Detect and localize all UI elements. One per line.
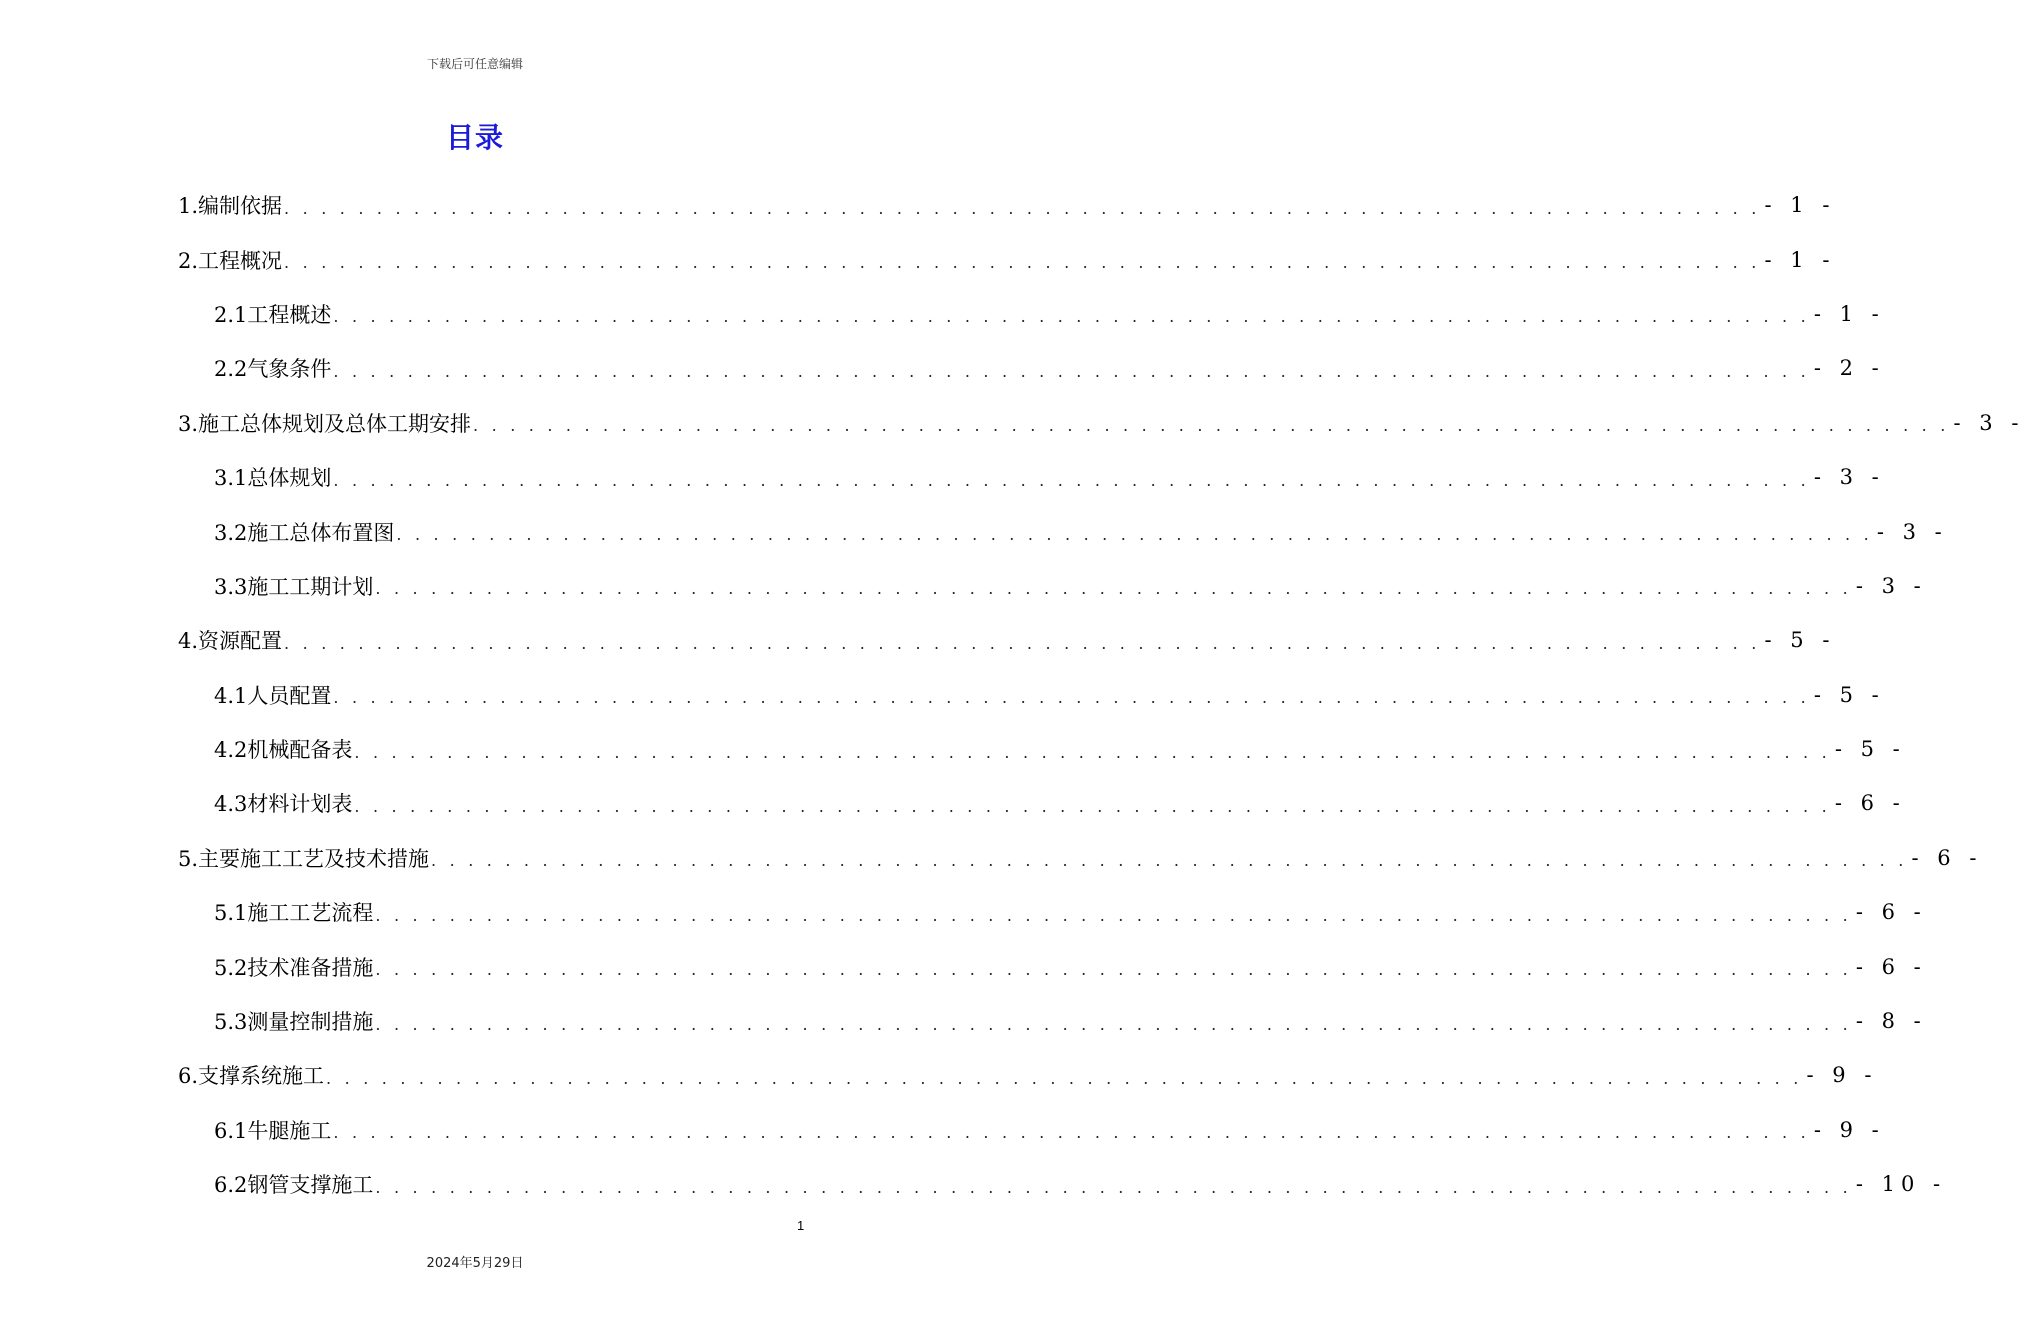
toc-entry-number: 2. xyxy=(178,248,199,273)
toc-entry-number: 5.2 xyxy=(214,955,248,980)
toc-entry-text: 资源配置 xyxy=(198,629,283,654)
toc-entry-page: - 5 - xyxy=(1813,682,1885,707)
toc-entry-text: 测量控制措施 xyxy=(247,1010,374,1035)
page-title: 目录 xyxy=(445,121,504,154)
toc-entry-page: - 2 - xyxy=(1813,356,1885,381)
toc-entry-page: - 6 - xyxy=(1911,845,1983,870)
toc-entry-label xyxy=(178,408,471,438)
toc-entry-label xyxy=(178,843,429,873)
toc-entry-text: 编制依据 xyxy=(198,194,283,219)
toc-entry[interactable] xyxy=(178,939,1927,993)
toc-entry-label xyxy=(214,1115,331,1145)
toc-dot-leader: . . . . . . . . . . . . . . . . . . . . . . . . . . . . . . . . . . . . . . . . . . . . . . . . . . . . . . . . . . . . . . . . . . . . . . . . . . . . . . . . xyxy=(375,579,1852,599)
toc-dot-leader: . . . . . . . . . . . . . . . . . . . . . . . . . . . . . . . . . . . . . . . . . . . . . . . . . . . . . . . . . . . . . . . . . . . . . . . . . . . . . . . . xyxy=(284,198,1761,218)
toc-entry-number: 6.1 xyxy=(214,1118,248,1143)
toc-entry-label xyxy=(178,245,282,275)
toc-entry[interactable] xyxy=(178,450,1885,504)
toc-entry[interactable] xyxy=(178,1048,1878,1102)
toc-entry-text: 技术准备措施 xyxy=(247,955,374,980)
header-note: 下载后可任意编辑 xyxy=(426,57,523,71)
toc-entry-label xyxy=(214,353,331,383)
toc-dot-leader: . . . . . . . . . . . . . . . . . . . . . . . . . . . . . . . . . . . . . . . . . . . . . . . . . . . . . . . . . . . . . . . . . . . . . . . . . . . . . . . . xyxy=(354,796,1831,816)
toc-entry[interactable] xyxy=(178,776,1906,830)
toc-entry[interactable] xyxy=(178,396,2024,450)
toc-entry-label xyxy=(214,734,352,764)
toc-entry-page: - 3 - xyxy=(1813,465,1885,490)
toc-entry[interactable] xyxy=(178,1157,1947,1211)
toc-entry-page: - 10 - xyxy=(1855,1172,1947,1197)
toc-entry-page: - 9 - xyxy=(1806,1063,1878,1088)
toc-entry-number: 3.3 xyxy=(214,574,248,599)
toc-entry-label xyxy=(178,1060,324,1090)
toc-entry-number: 1. xyxy=(178,194,199,219)
toc-dot-leader: . . . . . . . . . . . . . . . . . . . . . . . . . . . . . . . . . . . . . . . . . . . . . . . . . . . . . . . . . . . . . . . . . . . . . . . . . . . . . . . . xyxy=(396,525,1873,545)
toc-entry-number: 2.2 xyxy=(214,357,248,382)
toc-dot-leader: . . . . . . . . . . . . . . . . . . . . . . . . . . . . . . . . . . . . . . . . . . . . . . . . . . . . . . . . . . . . . . . . . . . . . . . . . . . . . . . . xyxy=(284,253,1761,273)
toc-entry[interactable] xyxy=(178,668,1885,722)
toc-entry-number: 6.2 xyxy=(214,1173,248,1198)
toc-dot-leader: . . . . . . . . . . . . . . . . . . . . . . . . . . . . . . . . . . . . . . . . . . . . . . . . . . . . . . . . . . . . . . . . . . . . . . . . . . . . . . . . xyxy=(333,1123,1810,1143)
toc-dot-leader: . . . . . . . . . . . . . . . . . . . . . . . . . . . . . . . . . . . . . . . . . . . . . . . . . . . . . . . . . . . . . . . . . . . . . . . . . . . . . . . . xyxy=(354,742,1831,762)
toc-entry-label xyxy=(214,680,331,710)
toc-entry-label xyxy=(214,897,373,927)
toc-entry-page: - 1 - xyxy=(1764,247,1836,272)
toc-dot-leader: . . . . . . . . . . . . . . . . . . . . . . . . . . . . . . . . . . . . . . . . . . . . . . . . . . . . . . . . . . . . . . . . . . . . . . . . . . . . . . . . xyxy=(375,905,1852,925)
toc-entry-number: 3.2 xyxy=(214,520,248,545)
toc-entry-label xyxy=(214,299,331,329)
toc-entry-text: 人员配置 xyxy=(247,683,332,708)
toc-entry-number: 5.3 xyxy=(214,1010,248,1035)
toc-entry-label xyxy=(178,190,282,220)
toc-entry[interactable] xyxy=(178,559,1927,613)
toc-entry-page: - 1 - xyxy=(1813,301,1885,326)
toc-entry-number: 6. xyxy=(178,1064,199,1089)
toc-dot-leader: . . . . . . . . . . . . . . . . . . . . . . . . . . . . . . . . . . . . . . . . . . . . . . . . . . . . . . . . . . . . . . . . . . . . . . . . . . . . . . . . xyxy=(333,470,1810,490)
toc-entry-page: - 6 - xyxy=(1834,791,1906,816)
toc-entry[interactable] xyxy=(178,287,1885,341)
toc-entry-number: 4.3 xyxy=(214,792,248,817)
toc-entry-text: 施工总体规划及总体工期安排 xyxy=(198,411,472,436)
toc-dot-leader: . . . . . . . . . . . . . . . . . . . . . . . . . . . . . . . . . . . . . . . . . . . . . . . . . . . . . . . . . . . . . . . . . . . . . . . . . . . . . . . . xyxy=(333,307,1810,327)
toc-entry-text: 机械配备表 xyxy=(247,738,353,763)
toc-entry[interactable] xyxy=(178,178,1836,232)
toc-entry-number: 4.1 xyxy=(214,683,248,708)
toc-entry-number: 5.1 xyxy=(214,901,248,926)
toc-dot-leader: . . . . . . . . . . . . . . . . . . . . . . . . . . . . . . . . . . . . . . . . . . . . . . . . . . . . . . . . . . . . . . . . . . . . . . . . . . . . . . . . xyxy=(375,960,1852,980)
toc-entry-text: 施工工期计划 xyxy=(247,574,374,599)
toc-entry-label xyxy=(178,625,282,655)
toc-entry-page: - 3 - xyxy=(1855,573,1927,598)
toc-entry-number: 5. xyxy=(178,846,199,871)
toc-entry[interactable] xyxy=(178,504,1948,558)
toc-entry[interactable] xyxy=(178,722,1906,776)
toc-dot-leader: . . . . . . . . . . . . . . . . . . . . . . . . . . . . . . . . . . . . . . . . . . . . . . . . . . . . . . . . . . . . . . . . . . . . . . . . . . . . . . . . xyxy=(326,1068,1803,1088)
toc-entry-text: 牛腿施工 xyxy=(247,1118,332,1143)
toc-entry-label xyxy=(214,952,373,982)
toc-entry[interactable] xyxy=(178,1103,1885,1157)
toc-entry-page: - 3 - xyxy=(1876,519,1948,544)
footer-date: 2024年5月29日 xyxy=(426,1256,524,1271)
toc-entry-page: - 9 - xyxy=(1813,1117,1885,1142)
toc-entry-text: 工程概况 xyxy=(198,248,283,273)
page-number: 1 xyxy=(797,1218,805,1233)
toc-entry-label xyxy=(214,571,373,601)
toc-entry-page: - 3 - xyxy=(1953,410,2024,435)
toc-entry-page: - 8 - xyxy=(1855,1009,1927,1034)
toc-entry-number: 2.1 xyxy=(214,302,248,327)
toc-dot-leader: . . . . . . . . . . . . . . . . . . . . . . . . . . . . . . . . . . . . . . . . . . . . . . . . . . . . . . . . . . . . . . . . . . . . . . . . . . . . . . . . xyxy=(284,633,1761,653)
toc-entry-text: 施工工艺流程 xyxy=(247,901,374,926)
toc-dot-leader: . . . . . . . . . . . . . . . . . . . . . . . . . . . . . . . . . . . . . . . . . . . . . . . . . . . . . . . . . . . . . . . . . . . . . . . . . . . . . . . . xyxy=(375,1177,1852,1197)
toc-entry-label xyxy=(214,1006,373,1036)
toc-entry[interactable] xyxy=(178,341,1885,395)
toc-entry-text: 总体规划 xyxy=(247,466,332,491)
toc-entry-number: 4. xyxy=(178,629,199,654)
toc-entry-text: 材料计划表 xyxy=(247,792,353,817)
toc-entry[interactable] xyxy=(178,232,1836,286)
toc-entry[interactable] xyxy=(178,831,1983,885)
table-of-contents xyxy=(178,178,2024,1211)
toc-entry-text: 主要施工工艺及技术措施 xyxy=(198,846,430,871)
toc-entry-page: - 5 - xyxy=(1834,737,1906,762)
toc-dot-leader: . . . . . . . . . . . . . . . . . . . . . . . . . . . . . . . . . . . . . . . . . . . . . . . . . . . . . . . . . . . . . . . . . . . . . . . . . . . . . . . . xyxy=(333,688,1810,708)
toc-entry-label xyxy=(214,1169,373,1199)
toc-entry-text: 工程概述 xyxy=(247,302,332,327)
toc-entry-label xyxy=(214,462,331,492)
toc-entry-page: - 5 - xyxy=(1764,628,1836,653)
toc-entry-label xyxy=(214,517,394,547)
toc-entry-text: 支撑系统施工 xyxy=(198,1064,325,1089)
toc-entry[interactable] xyxy=(178,613,1836,667)
toc-entry-number: 3. xyxy=(178,411,199,436)
toc-entry-page: - 6 - xyxy=(1855,954,1927,979)
toc-entry-label xyxy=(214,788,352,818)
toc-entry-text: 气象条件 xyxy=(247,357,332,382)
toc-entry-text: 施工总体布置图 xyxy=(247,520,395,545)
toc-dot-leader: . . . . . . . . . . . . . . . . . . . . . . . . . . . . . . . . . . . . . . . . . . . . . . . . . . . . . . . . . . . . . . . . . . . . . . . . . . . . . . . . xyxy=(431,851,1908,871)
toc-entry[interactable] xyxy=(178,885,1927,939)
toc-entry-page: - 1 - xyxy=(1764,193,1836,218)
toc-entry-page: - 6 - xyxy=(1855,900,1927,925)
toc-entry-text: 钢管支撑施工 xyxy=(247,1173,374,1198)
toc-dot-leader: . . . . . . . . . . . . . . . . . . . . . . . . . . . . . . . . . . . . . . . . . . . . . . . . . . . . . . . . . . . . . . . . . . . . . . . . . . . . . . . . xyxy=(333,361,1810,381)
toc-entry-number: 4.2 xyxy=(214,738,248,763)
toc-entry-number: 3.1 xyxy=(214,466,248,491)
toc-entry[interactable] xyxy=(178,994,1927,1048)
toc-dot-leader: . . . . . . . . . . . . . . . . . . . . . . . . . . . . . . . . . . . . . . . . . . . . . . . . . . . . . . . . . . . . . . . . . . . . . . . . . . . . . . . . xyxy=(473,416,1950,436)
toc-dot-leader: . . . . . . . . . . . . . . . . . . . . . . . . . . . . . . . . . . . . . . . . . . . . . . . . . . . . . . . . . . . . . . . . . . . . . . . . . . . . . . . . xyxy=(375,1014,1852,1034)
